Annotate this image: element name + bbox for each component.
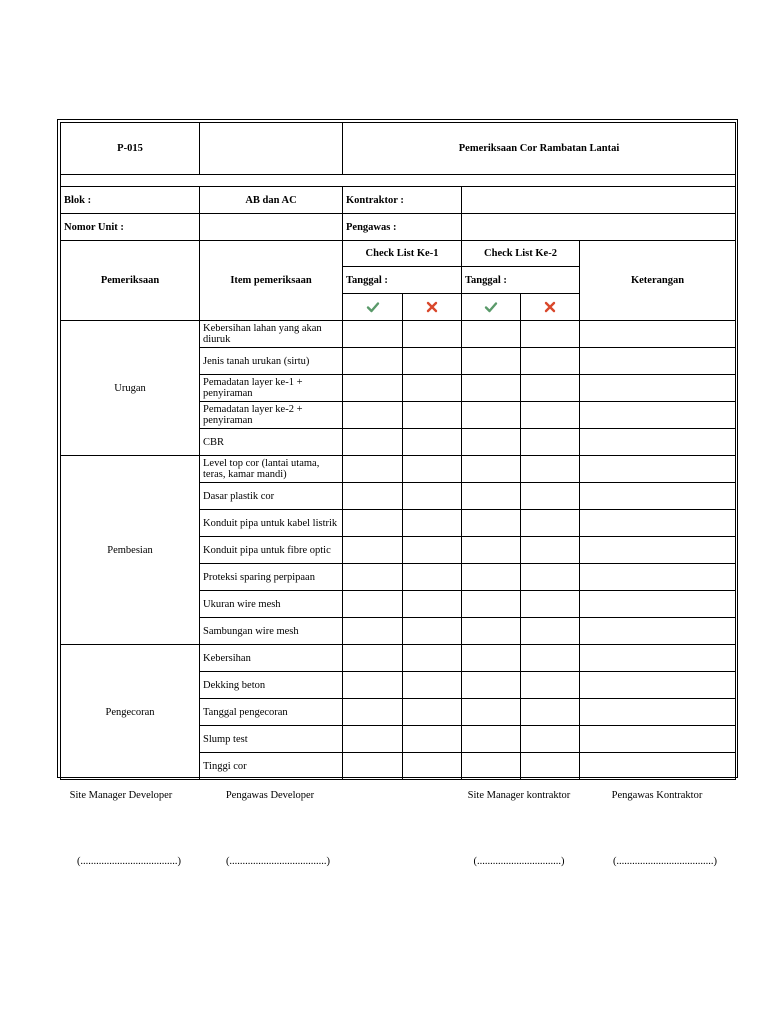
keterangan-cell[interactable]	[580, 348, 736, 375]
check-icon	[484, 300, 498, 314]
check2-ok-cell[interactable]	[462, 537, 521, 564]
check1-ok-cell[interactable]	[343, 564, 403, 591]
check1-ok-cell[interactable]	[343, 429, 403, 456]
form-title: Pemeriksaan Cor Rambatan Lantai	[343, 123, 736, 175]
check1-ok-cell[interactable]	[343, 402, 403, 429]
check1-ok-cell[interactable]	[343, 537, 403, 564]
check2-header: Check List Ke-2	[462, 241, 580, 267]
check2-ok-cell[interactable]	[462, 699, 521, 726]
inspection-table	[60, 122, 736, 780]
keterangan-cell[interactable]	[580, 537, 736, 564]
check1-fail-cell[interactable]	[403, 753, 462, 780]
check-icon	[366, 300, 380, 314]
signature-role: Site Manager kontraktor	[467, 790, 571, 801]
check1-fail-cell[interactable]	[403, 618, 462, 645]
keterangan-cell[interactable]	[580, 564, 736, 591]
check1-ok-cell[interactable]	[343, 699, 403, 726]
check2-fail-cell[interactable]	[521, 483, 580, 510]
header-blank-cell	[200, 123, 343, 175]
check2-ok-cell[interactable]	[462, 672, 521, 699]
check2-fail-cell[interactable]	[521, 564, 580, 591]
check1-fail-cell[interactable]	[403, 564, 462, 591]
check2-ok-cell[interactable]	[462, 753, 521, 780]
signature-line[interactable]: (.....................................)	[76, 856, 182, 867]
check1-fail-cell[interactable]	[403, 537, 462, 564]
keterangan-cell[interactable]	[580, 375, 736, 402]
check2-fail-cell[interactable]	[521, 348, 580, 375]
item-name: Proteksi sparing perpipaan	[200, 564, 343, 591]
blok-label: Blok :	[61, 187, 200, 214]
tanggal2-field[interactable]: Tanggal :	[462, 267, 580, 294]
spacer-cell	[61, 175, 736, 187]
check1-fail-cell[interactable]	[403, 699, 462, 726]
cross-icon	[425, 300, 439, 314]
item-name: Ukuran wire mesh	[200, 591, 343, 618]
check1-ok-header	[343, 294, 403, 321]
item-name: Level top cor (lantai utama, teras, kamar mandi)	[200, 456, 343, 483]
group-name: Urugan	[61, 321, 200, 456]
check2-fail-cell[interactable]	[521, 753, 580, 780]
item-name: Konduit pipa untuk kabel listrik	[200, 510, 343, 537]
item-name: Kebersihan	[200, 645, 343, 672]
check2-fail-cell[interactable]	[521, 537, 580, 564]
signature-role: Site Manager Developer	[69, 790, 173, 801]
check2-fail-cell[interactable]	[521, 375, 580, 402]
check1-fail-cell[interactable]	[403, 645, 462, 672]
form-code: P-015	[61, 123, 200, 175]
check2-fail-cell[interactable]	[521, 429, 580, 456]
check2-ok-cell[interactable]	[462, 591, 521, 618]
keterangan-cell[interactable]	[580, 753, 736, 780]
check2-ok-header	[462, 294, 521, 321]
check2-ok-cell[interactable]	[462, 483, 521, 510]
check1-fail-cell[interactable]	[403, 483, 462, 510]
check1-ok-cell[interactable]	[343, 348, 403, 375]
check2-fail-cell[interactable]	[521, 672, 580, 699]
check2-fail-cell[interactable]	[521, 618, 580, 645]
check1-ok-cell[interactable]	[343, 510, 403, 537]
item-name: CBR	[200, 429, 343, 456]
pengawas-label: Pengawas :	[343, 214, 462, 241]
blok-value[interactable]: AB dan AC	[200, 187, 343, 214]
item-name: Pemadatan layer ke-2 + penyiraman	[200, 402, 343, 429]
item-name: Pemadatan layer ke-1 + penyiraman	[200, 375, 343, 402]
keterangan-cell[interactable]	[580, 321, 736, 348]
nomor-unit-label: Nomor Unit :	[61, 214, 200, 241]
check1-fail-cell[interactable]	[403, 591, 462, 618]
table-row	[61, 456, 736, 483]
check1-fail-header	[403, 294, 462, 321]
check2-ok-cell[interactable]	[462, 375, 521, 402]
item-name: Slump test	[200, 726, 343, 753]
blok-row	[61, 187, 736, 214]
check1-ok-cell[interactable]	[343, 456, 403, 483]
item-name: Jenis tanah urukan (sirtu)	[200, 348, 343, 375]
keterangan-cell[interactable]	[580, 618, 736, 645]
keterangan-header: Keterangan	[580, 241, 736, 321]
keterangan-cell[interactable]	[580, 510, 736, 537]
check1-ok-cell[interactable]	[343, 483, 403, 510]
item-name: Dasar plastik cor	[200, 483, 343, 510]
signature-role: Pengawas Developer	[225, 790, 315, 801]
check2-ok-cell[interactable]	[462, 645, 521, 672]
check2-ok-cell[interactable]	[462, 618, 521, 645]
keterangan-cell[interactable]	[580, 429, 736, 456]
item-name: Tinggi cor	[200, 753, 343, 780]
keterangan-cell[interactable]	[580, 672, 736, 699]
check1-fail-cell[interactable]	[403, 429, 462, 456]
check2-fail-cell[interactable]	[521, 456, 580, 483]
keterangan-cell[interactable]	[580, 591, 736, 618]
check2-fail-cell[interactable]	[521, 321, 580, 348]
check1-fail-cell[interactable]	[403, 726, 462, 753]
check1-ok-cell[interactable]	[343, 726, 403, 753]
check2-fail-cell[interactable]	[521, 645, 580, 672]
signature-line[interactable]: (.....................................)	[612, 856, 718, 867]
check1-fail-cell[interactable]	[403, 672, 462, 699]
keterangan-cell[interactable]	[580, 699, 736, 726]
pemeriksaan-header: Pemeriksaan	[61, 241, 200, 321]
check1-fail-cell[interactable]	[403, 348, 462, 375]
nomor-unit-value[interactable]	[200, 214, 343, 241]
tanggal1-field[interactable]: Tanggal :	[343, 267, 462, 294]
cross-icon	[543, 300, 557, 314]
check2-fail-cell[interactable]	[521, 591, 580, 618]
spacer-row	[61, 175, 736, 187]
check1-ok-cell[interactable]	[343, 672, 403, 699]
nomor-unit-row	[61, 214, 736, 241]
check1-fail-cell[interactable]	[403, 321, 462, 348]
keterangan-cell[interactable]	[580, 645, 736, 672]
signature-role: Pengawas Kontraktor	[611, 790, 703, 801]
keterangan-cell[interactable]	[580, 483, 736, 510]
keterangan-cell[interactable]	[580, 402, 736, 429]
check2-fail-header	[521, 294, 580, 321]
check1-header: Check List Ke-1	[343, 241, 462, 267]
check2-ok-cell[interactable]	[462, 429, 521, 456]
check2-ok-cell[interactable]	[462, 348, 521, 375]
inspection-form-sheet	[57, 119, 738, 778]
group-name: Pengecoran	[61, 645, 200, 780]
check1-ok-cell[interactable]	[343, 375, 403, 402]
item-header: Item pemeriksaan	[200, 241, 343, 321]
check2-ok-cell[interactable]	[462, 510, 521, 537]
check1-ok-cell[interactable]	[343, 618, 403, 645]
check1-ok-cell[interactable]	[343, 753, 403, 780]
check1-fail-cell[interactable]	[403, 456, 462, 483]
check2-ok-cell[interactable]	[462, 402, 521, 429]
keterangan-cell[interactable]	[580, 726, 736, 753]
item-name: Dekking beton	[200, 672, 343, 699]
check2-fail-cell[interactable]	[521, 510, 580, 537]
check1-fail-cell[interactable]	[403, 402, 462, 429]
kontraktor-value[interactable]	[462, 187, 736, 214]
check2-ok-cell[interactable]	[462, 456, 521, 483]
pengawas-value[interactable]	[462, 214, 736, 241]
kontraktor-label: Kontraktor :	[343, 187, 462, 214]
check2-ok-cell[interactable]	[462, 564, 521, 591]
check2-fail-cell[interactable]	[521, 699, 580, 726]
check2-fail-cell[interactable]	[521, 726, 580, 753]
item-name: Tanggal pengecoran	[200, 699, 343, 726]
signature-line[interactable]: (.....................................)	[225, 856, 331, 867]
column-header-row-1	[61, 241, 736, 267]
check2-ok-cell[interactable]	[462, 726, 521, 753]
check1-fail-cell[interactable]	[403, 510, 462, 537]
signature-line[interactable]: (................................)	[473, 856, 565, 867]
check1-fail-cell[interactable]	[403, 375, 462, 402]
item-name: Kebersihan lahan yang akan diuruk	[200, 321, 343, 348]
item-name: Konduit pipa untuk fibre optic	[200, 537, 343, 564]
check1-ok-cell[interactable]	[343, 321, 403, 348]
group-name: Pembesian	[61, 456, 200, 645]
keterangan-cell[interactable]	[580, 456, 736, 483]
check1-ok-cell[interactable]	[343, 591, 403, 618]
check2-ok-cell[interactable]	[462, 321, 521, 348]
table-row	[61, 645, 736, 672]
check1-ok-cell[interactable]	[343, 645, 403, 672]
item-name: Sambungan wire mesh	[200, 618, 343, 645]
table-row	[61, 321, 736, 348]
header-row	[61, 123, 736, 175]
check2-fail-cell[interactable]	[521, 402, 580, 429]
